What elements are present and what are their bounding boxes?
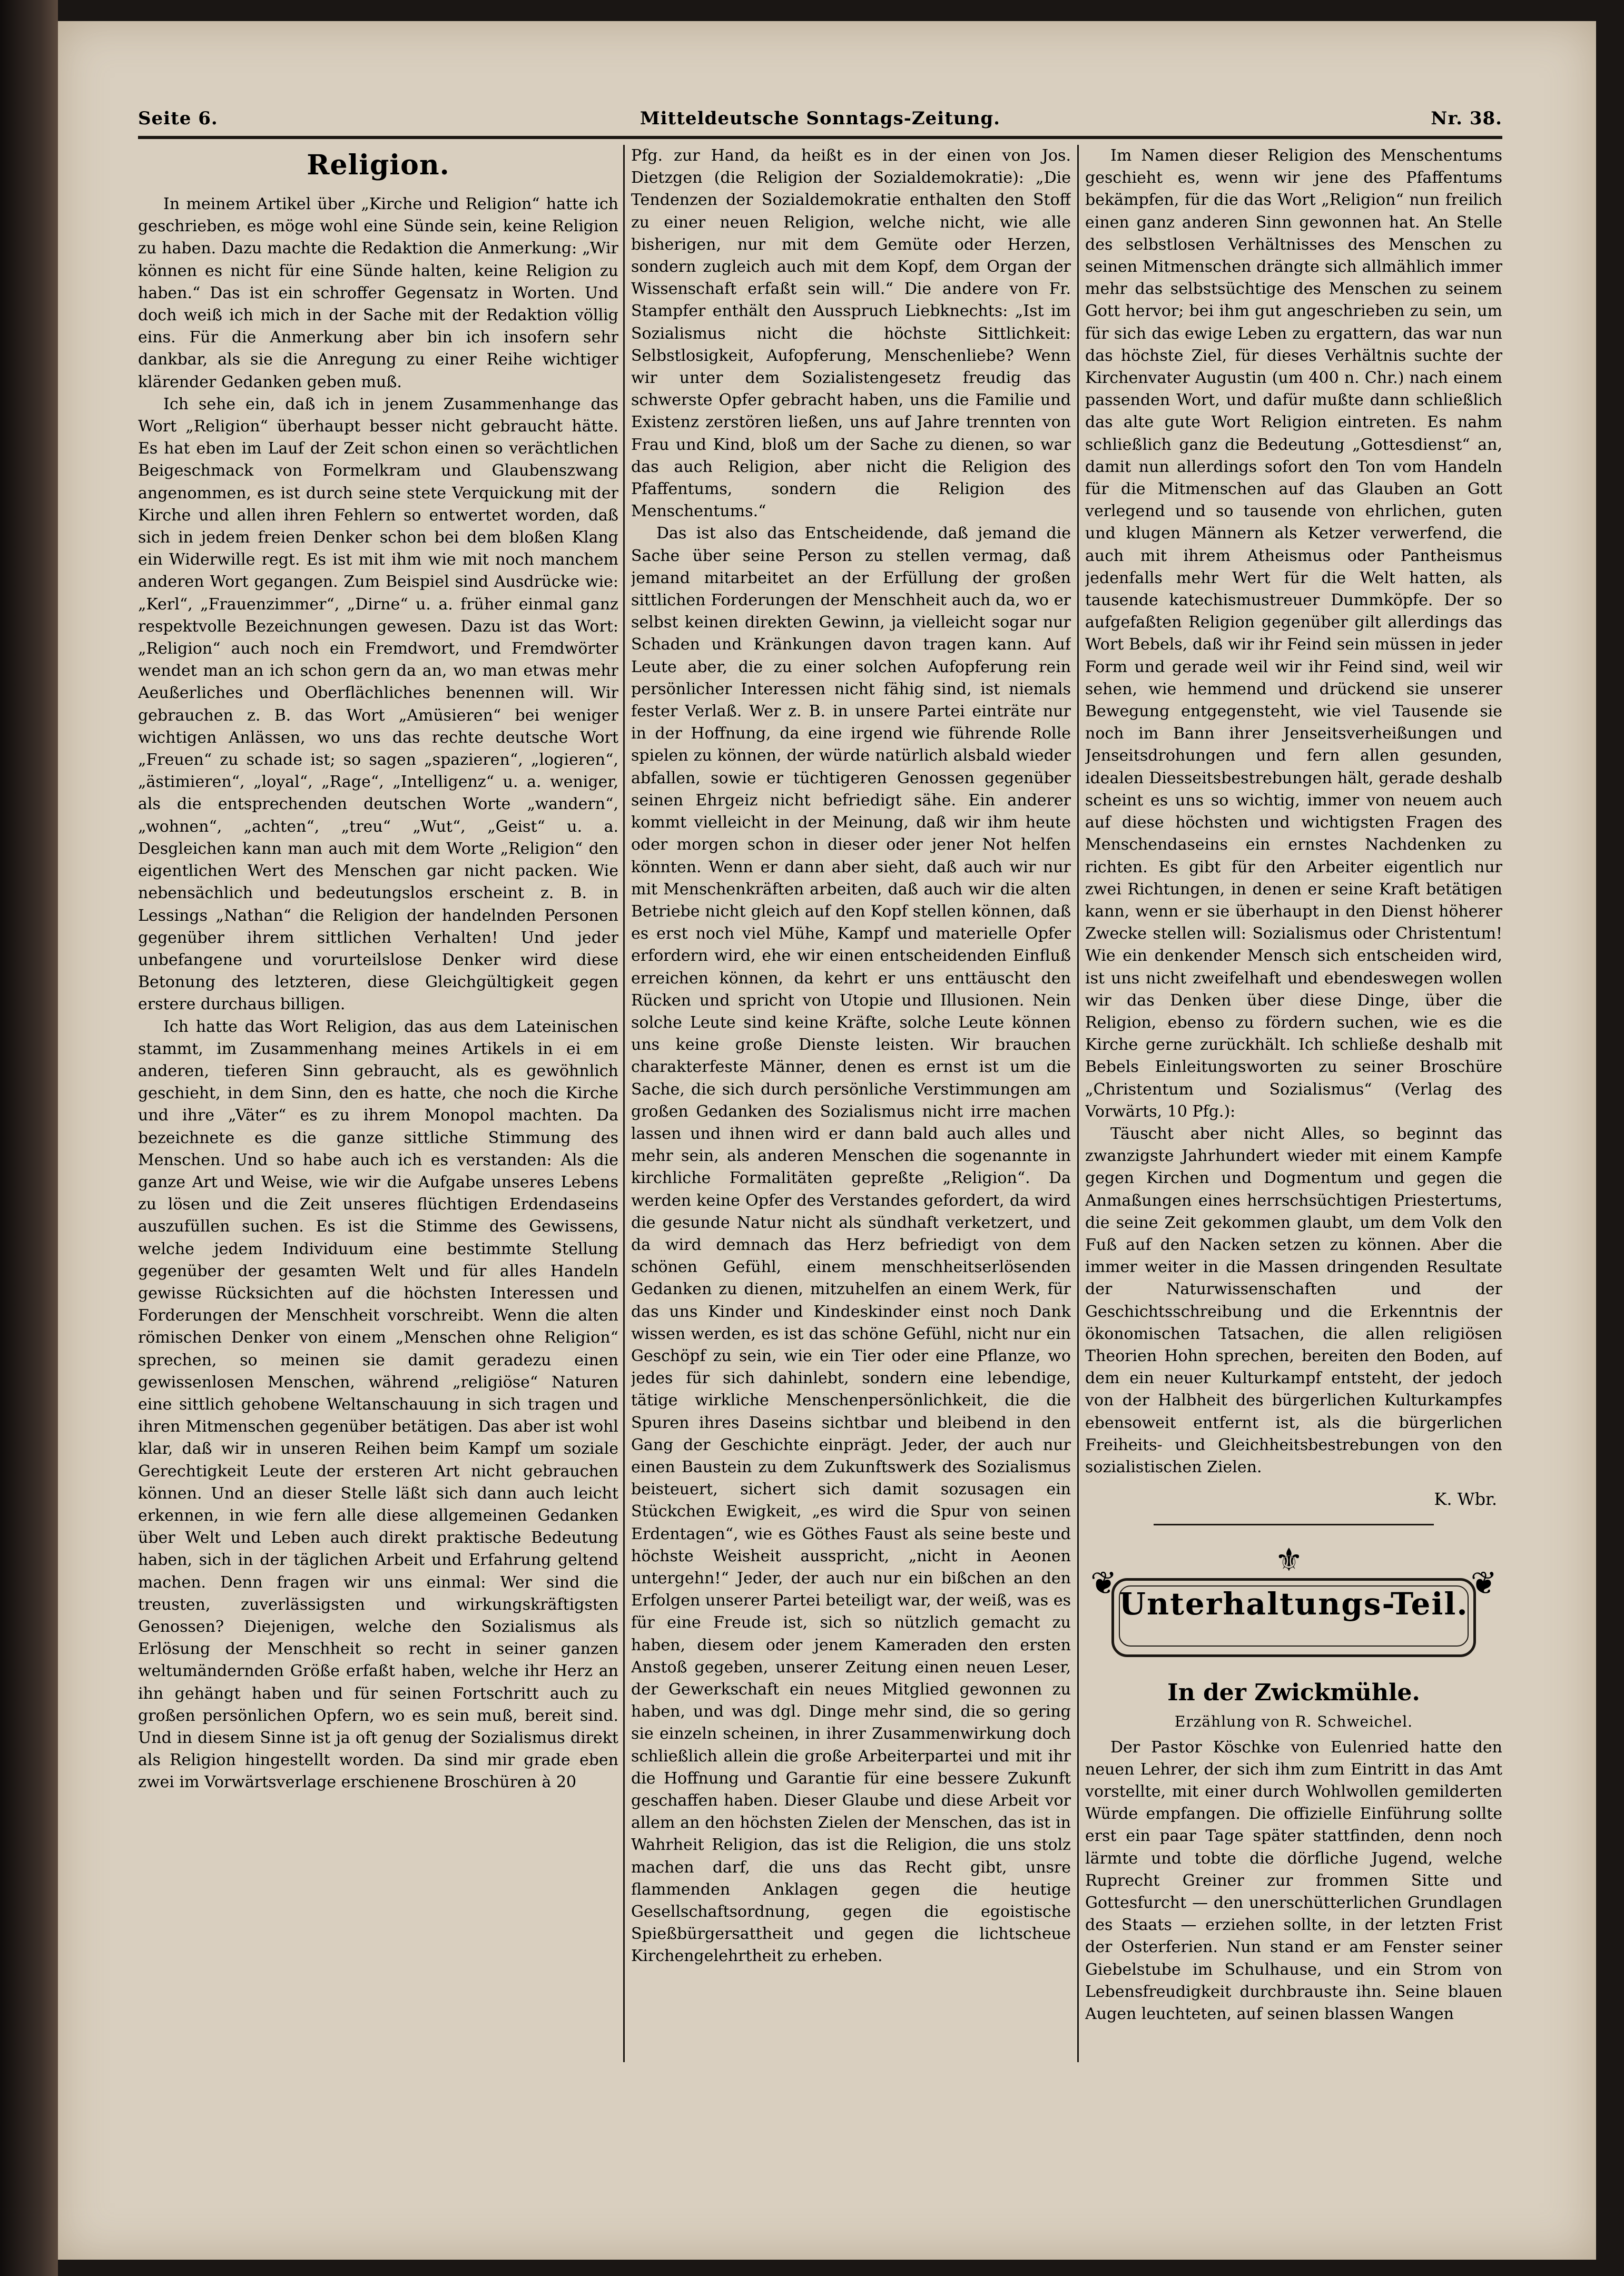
page-number: Seite 6. [138, 108, 218, 129]
newspaper-title: Mitteldeutsche Sonntags-Zeitung. [640, 108, 1000, 129]
issue-number: Nr. 38. [1431, 108, 1502, 129]
book-binding [0, 0, 58, 2276]
paragraph-continued: Pfg. zur Hand, da heißt es in der einen von Jos. Dietzgen (die Religion der Sozialdemokratie): „Die Tendenzen der Sozialdemokratie enthalten den Stoff zu einer neuen Religion, welche nicht, wie alle bisherigen, nur mit dem Gemüte oder Herzen, sondern zugleich auch mit dem Kopf, dem Organ der Wissenschaft erfaßt sein will.“ Die andere von Fr. Stampfer enthält den Ausspruch Liebknechts: „Ist im Sozialismus nicht die höchste Sittlichkeit: Selbstlosigkeit, Aufopferung, Menschenliebe? Wenn wir unter dem Sozialistengesetz freudig das schwerste Opfer gebracht haben, uns die Familie und Existenz zerstören ließen, uns auf Jahre trennten von Frau und Kind, bloß um der Sache zu dienen, so war das auch Religion, aber nicht die Religion des Pfaffentums, sondern die Religion des Menschentums.“ [631, 146, 1071, 521]
paragraph: Täuscht aber nicht Alles, so beginnt das zwanzigste Jahrhundert wieder mit einem Kampfe gegen Kirchen und Dogmentum und gegen die Anmaßungen eines herrschsüchtigen Priestertums, die seine Zeit gekommen glaubt, um dem Volk den Fuß auf den Nacken setzen zu können. Aber die immer weiter in die Massen dringenden Resultate der Naturwissenschaften und der Geschichtsschreibung und die Erkenntnis der ökonomischen Tatsachen, die allen religiösen Theorien Hohn sprechen, bereiten den Boden, auf dem ein neuer Kulturkampf entsteht, der jedoch von der Halbheit des bürgerlichen Kulturkampfes ebensoweit entfernt ist, als die bürgerlichen Freiheits- und Gleichheitsbestrebungen von den sozialistischen Zielen. [1085, 1124, 1502, 1476]
column-divider [623, 145, 625, 2062]
column-1 [138, 145, 618, 2073]
scroll-ornament-icon: ❦ [1090, 1565, 1117, 1602]
column-3 [1085, 145, 1502, 2073]
paragraph: Das ist also das Entscheidende, daß jemand die Sache über seine Person zu stellen vermag, daß jemand mitarbeitet an der Erfüllung der großen sittlichen Forderungen der Menschheit auch da, wo er selbst keinen direkten Gewinn, ja vielleicht sogar nur Schaden und Kränkungen davon tragen kann. Auf Leute aber, die zu einer solchen Aufopferung rein persönlicher Interessen nicht fähig sind, ist niemals fester Verlaß. Wer z. B. in unsere Partei einträte nur in der Hoffnung, da eine irgend wie führende Rolle spielen zu können, der würde natürlich alsbald wieder abfallen, sowie er tüchtigeren Genossen gegenüber seinen Ehrgeiz nicht befriedigt sähe. Ein anderer kommt vielleicht in der Meinung, daß wir ihm heute oder morgen schon in dieser oder jener Not helfen könnten. Wenn er dann aber sieht, daß auch wir nur mit Menschenkräften arbeiten, daß auch wir die alten Betriebe nicht gleich auf den Kopf stellen können, daß es erst noch viel Mühe, Kampf und materielle Opfer erfordern wird, ehe wir einen entscheidenden Einfluß erreichen können, da kehrt er uns enttäuscht den Rücken und spricht von Utopie und Illusionen. Nein solche Leute sind keine Kräfte, solche Leute können uns keine große Dienste leisten. Wir brauchen charakterfeste Männer, denen es ernst ist um die Sache, die sich durch persönliche Verstimmungen am großen Gedanken des Sozialismus nicht irre machen lassen und ihnen wird er dann bald auch alles und mehr sein, als anderen Menschen die sogenannte in kirchliche Formalitäten gepreßte „Religion“. Da werden keine Opfer des Verstandes gefordert, da wird die gesunde Natur nicht als sündhaft verketzert, und da wird demnach das Herz befriedigt von dem schönen Gefühl, einem menschheitserlösenden Gedanken zu dienen, mitzuhelfen an einem Werk, für das uns Kinder und Kindeskinder einst noch Dank wissen werden, es ist das schöne Gefühl, nicht nur ein Geschöpf zu sein, wie ein Tier oder eine Pflanze, wo jedes für sich dahinlebt, sondern eine lebendige, tätige wirkliche Menschenpersönlichkeit, die die Spuren ihres Daseins sichtbar und bleibend in den Gang der Geschichte einprägt. Jeder, der auch nur einen Baustein zu dem Zukunftswerk des Sozialismus beisteuert, sichert sich damit sozusagen ein Stückchen Ewigkeit, „es wird die Spur von seinen Erdentagen“, wie es Göthes Faust als seine beste und höchste Weisheit ausspricht, „nicht in Aeonen untergehn!“ Jeder, der auch nur ein bißchen an den Erfolgen unserer Partei beteiligt war, der weiß, was es für eine Freude ist, sich so nützlich gemacht zu haben, diesem oder jenem Kameraden den ersten Anstoß gegeben, unserer Zeitung einen neuen Leser, der Gewerkschaft ein neues Mitglied gewonnen zu haben, und was dgl. Dinge mehr sind, die so gering sie einzeln scheinen, in ihrer Zusammenwirkung doch schließlich allein die große Arbeiterpartei und mit ihr die Hoffnung und Garantie für eine bessere Zukunft geschaffen haben. Dieser Glaube und diese Arbeit vor allem an den höchsten Zielen der Menschen, das ist in Wahrheit Religion, das ist die Religion, die uns stolz machen darf, die uns das Recht gibt, unsre flammenden Anklagen gegen die heutige Gesellschaftsordnung, gegen die egoistische Spießbürgersattheit und gegen die lichtscheue Kirchengelehrtheit zu erheben. [631, 524, 1071, 1966]
section-separator [1154, 1524, 1434, 1525]
column-2 [631, 145, 1071, 2073]
banner-title: Unterhaltungs-Teil. [1119, 1586, 1469, 1622]
article-title: Religion. [307, 149, 450, 181]
scroll-ornament-icon: ❦ [1470, 1565, 1497, 1602]
story-title: In der Zwickmühle. [1167, 1679, 1420, 1707]
header-rule [138, 136, 1502, 139]
lily-ornament-icon: ⚜ [1275, 1542, 1303, 1579]
paragraph: Der Pastor Köschke von Eulenried hatte den neuen Lehrer, der sich ihm zum Eintritt in das Amt vorstellte, mit einer durch Wohlwollen gemilderten Würde empfangen. Die offizielle Einführung sollte erst ein paar Tage später stattfinden, denn noch lärmte und tobte die dörfliche Jugend, welche Ruprecht Greiner zur frommen Sitte und Gottesfurcht — den unerschütterlichen Grundlagen des Staats — erziehen sollte, in der letzten Frist der Osterferien. Nun stand er am Fenster seiner Giebelstube im Schulhause, und ein Strom von Lebensfreudigkeit durchbrauste ihn. Seine blauen Augen leuchteten, auf seinen blassen Wangen [1085, 1738, 1502, 2024]
column-divider [1077, 145, 1079, 2062]
paragraph: In meinem Artikel über „Kirche und Religion“ hatte ich geschrieben, es möge wohl eine Sünde sein, keine Religion zu haben. Dazu machte die Redaktion die Anmerkung: „Wir können es nicht für eine Sünde halten, keine Religion zu haben.“ Das ist ein schroffer Gegensatz in Worten. Und doch weiß ich mich in der Sache mit der Redaktion völlig eins. Für die Anmerkung aber bin ich insofern sehr dankbar, als sie die Anregung zu einer Reihe wichtiger klärender Gedanken geben muß. [138, 195, 618, 391]
author-signature: K. Wbr. [1434, 1489, 1497, 1510]
feuilleton-banner [1085, 1542, 1502, 1668]
paragraph: Ich sehe ein, daß ich in jenem Zusammenhange das Wort „Religion“ überhaupt besser nicht gebraucht hätte. Es hat eben im Lauf der Zeit schon einen so verächtlichen Beigeschmack von Formelkram und Glaubenszwang angenommen, es ist durch seine stete Verquickung mit der Kirche und allen ihren Fehlern so entwertet worden, daß sich in jedem freien Denker schon bei dem bloßen Klang ein Widerwille regt. Es ist mit ihm wie mit noch manchem anderen Wort gegangen. Zum Beispiel sind Ausdrücke wie: „Kerl“, „Frauenzimmer“, „Dirne“ u. a. früher einmal ganz respektvolle Bezeichnungen gewesen. Dazu ist das Wort: „Religion“ auch noch ein Fremdwort, und Fremdwörter wendet man an ich schon gern da an, wo man etwas mehr Aeußerliches und Oberflächliches benennen will. Wir gebrauchen z. B. das Wort „Amüsieren“ bei weniger wichtigen Anlässen, wo uns das rechte deutsche Wort „Freuen“ zu schade ist; so sagen „spazieren“, „logieren“, „ästimieren“, „loyal“, „Rage“, „Intelligenz“ u. a. weniger, als die entsprechenden deutschen Worte „wandern“, „wohnen“, „achten“, „treu“ „Wut“, „Geist“ u. a. Desgleichen kann man auch mit dem Worte „Religion“ den eigentlichen Wert des Menschen gar nicht packen. Wie nebensächlich und bedeutungslos erscheint z. B. in Lessings „Nathan“ die Religion der handelnden Personen gegenüber ihrem sittlichen Verhalten! Und jeder unbefangene und vorurteilslose Denker wird diese Betonung des letzteren, diese Gleichgültigkeit gegen erstere durchaus billigen. [138, 395, 618, 1014]
page-header [138, 108, 1502, 140]
paragraph: Im Namen dieser Religion des Menschentums geschieht es, wenn wir jene des Pfaffentums bekämpfen, für die das Wort „Religion“ nun freilich einen ganz anderen Sinn gewonnen hat. An Stelle des selbstlosen Verhältnisses des Menschen zu seinen Mitmenschen drängte sich allmählich immer mehr das selbstsüchtige des Menschen zu seinem Gott hervor; bei ihm gut angeschrieben zu sein, um für sich das ewige Leben zu ergattern, das war nun das höchste Ziel, für dieses Verhältnis suchte der Kirchenvater Augustin (um 400 n. Chr.) nach einem passenden Wort, und dafür mußte dann schließlich das alte gute Wort Religion eintreten. Es nahm schließlich ganz die Bedeutung „Gottesdienst“ an, damit nun allerdings sofort den Ton vom Handeln für die Mitmenschen auf das Glauben an Gott verlegend und so tausende von ehrlichen, guten und klugen Männern als Ketzer verwerfend, die auch mit ihrem Atheismus oder Pantheismus jedenfalls mehr Wert für die Welt hatten, als tausende katechismustreuer Dummköpfe. Der so aufgefaßten Religion gegenüber gilt allerdings das Wort Bebels, daß wir ihr Feind sein müssen in jeder Form und gerade weil wir ihr Feind sind, weil wir sehen, wie hemmend und drückend sie unserer Bewegung entgegensteht, wie viel Tausende sie noch im Bann ihrer Jenseitsverheißungen und Jenseitsdrohungen und fern allen gesunden, idealen Diesseitsbestrebungen hält, gerade deshalb scheint es uns so wichtig, immer von neuem auch auf diese höchsten und wichtigsten Fragen des Menschendaseins ein ernstes Nachdenken zu richten. Es gibt für den Arbeiter eigentlich nur zwei Richtungen, in denen er seine Kraft betätigen kann, wenn er sie überhaupt in den Dienst höherer Zwecke stellen will: Sozialismus oder Christentum! Wie ein denkender Mensch sich entscheiden wird, ist uns nicht zweifelhaft und ebendeswegen wollen wir das Denken über diese Dinge, über die Religion, ebenso zu fördern suchen, wie es die Kirche gerne zurückhält. Ich schließe deshalb mit Bebels Einleitungsworten zu seiner Broschüre „Christentum und Sozialismus“ (Verlag des Vorwärts, 10 Pfg.): [1085, 146, 1502, 1121]
story-byline: Erzählung von R. Schweichel. [1174, 1713, 1413, 1731]
paragraph: Ich hatte das Wort Religion, das aus dem Lateinischen stammt, im Zusammenhang meines Artikels in ei em anderen, tieferen Sinn gebraucht, als es gewöhnlich geschieht, in dem Sinn, den es hatte, che noch die Kirche und ihre „Väter“ es zu ihrem Monopol machten. Da bezeichnete es die ganze sittliche Stimmung des Menschen. Und so habe auch ich es verstanden: Als die ganze Art und Weise, wie wir die Aufgabe unseres Lebens zu lösen und die Zeit unseres flüchtigen Erdendaseins auszufüllen suchen. Es ist die Stimme des Gewissens, welche jedem Individuum eine bestimmte Stellung gegenüber der gesamten Welt und für alles Handeln gewisse Rücksichten auf die höchsten Interessen und Forderungen der Menschheit vorschreibt. Wenn die alten römischen Denker von einem „Menschen ohne Religion“ sprechen, so meinen sie damit geradezu einen gewissenlosen Menschen, während „religiöse“ Naturen eine sittlich gehobene Weltanschauung in sich tragen und ihren Mitmenschen gegenüber betätigen. Das aber ist wohl klar, daß wir in unseren Reihen beim Kampf um soziale Gerechtigkeit Leute der ersteren Art nicht gebrauchen können. Und an dieser Stelle läßt sich dann auch leicht erkennen, in wie fern alle diese allgemeinen Gedanken über Welt und Leben auch direkt praktische Bedeutung haben, sich in der täglichen Arbeit und Erfahrung geltend machen. Denn fragen wir uns einmal: Wer sind die treusten, zuverlässigsten und wirkungskräftigsten Genossen? Diejenigen, welche den Sozialismus als Erlösung der Menschheit so recht in seiner ganzen weltumändernden Größe erfaßt haben, welche ihr Herz an ihn gehängt haben und für seinen Fortschritt auch zu großen persönlichen Opfern, wo es sein muß, bereit sind. Und in diesem Sinne ist ja oft genug der Sozialismus direkt als Religion hingestellt worden. Da sind mir grade eben zwei im Vorwärtsverlage erschienene Broschüren à 20 [138, 1017, 618, 1792]
